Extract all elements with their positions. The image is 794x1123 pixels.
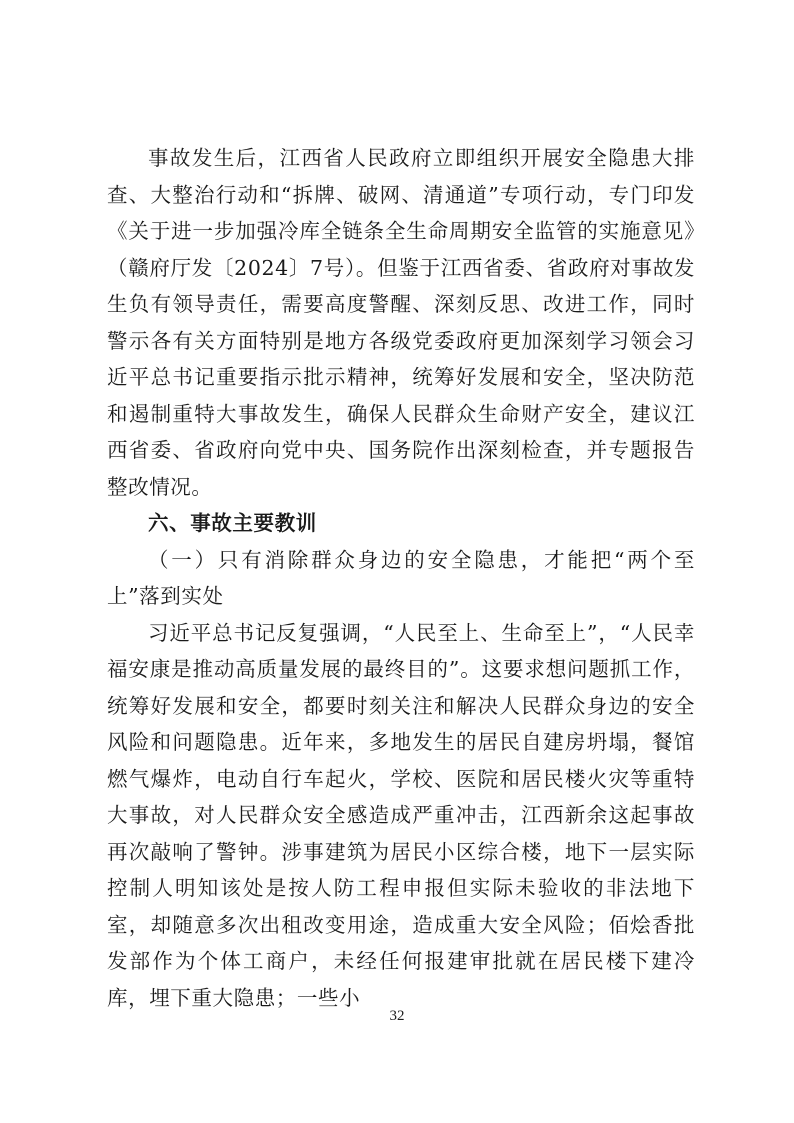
page-number: 32 [389, 1008, 405, 1024]
body-paragraph-accident-response: 事故发生后，江西省人民政府立即组织开展安全隐患大排查、大整治行动和“拆牌、破网、清通道”专项行动，专门印发《关于进一步加强冷库全链条全生命周期安全监管的实施意见》（赣府厅发〔2024〕7号）。但鉴于江西省委、省政府对事故发生负有领导责任，需要高度警醒、深刻反思、改进工作，同时警示各有关方面特别是地方各级党委政府更加深刻学习领会习近平总书记重要指示批示精神，统筹好发展和安全，坚决防范和遏制重特大事故发生，确保人民群众生命财产安全，建议江西省委、省政府向党中央、国务院作出深刻检查，并专题报告整改情况。 [107, 146, 695, 499]
subsection-heading: （一）只有消除群众身边的安全隐患，才能把“两个至上”落到实处 [107, 547, 695, 608]
body-paragraph-lesson: 习近平总书记反复强调，“人民至上、生命至上”，“人民幸福安康是推动高质量发展的最终目的”。这要求想问题抓工作，统筹好发展和安全，都要时刻关注和解决人民群众身边的安全风险和问题隐患。近年来，多地发生的居民自建房坍塌，餐馆燃气爆炸，电动自行车起火，学校、医院和居民楼火灾等重特大事故，对人民群众安全感造成严重冲击，江西新余这起事故再次敲响了警钟。涉事建筑为居民小区综合楼，地下一层实际控制人明知该处是按人防工程申报但实际未验收的非法地下室，却随意多次出租改变用途，造成重大安全风险；佰烩香批发部作为个体工商户，未经任何报建审批就在居民楼下建冷库，埋下重大隐患；一些小 [107, 620, 695, 1010]
section-heading: 六、事故主要教训 [148, 511, 317, 535]
document-page [107, 140, 695, 1016]
